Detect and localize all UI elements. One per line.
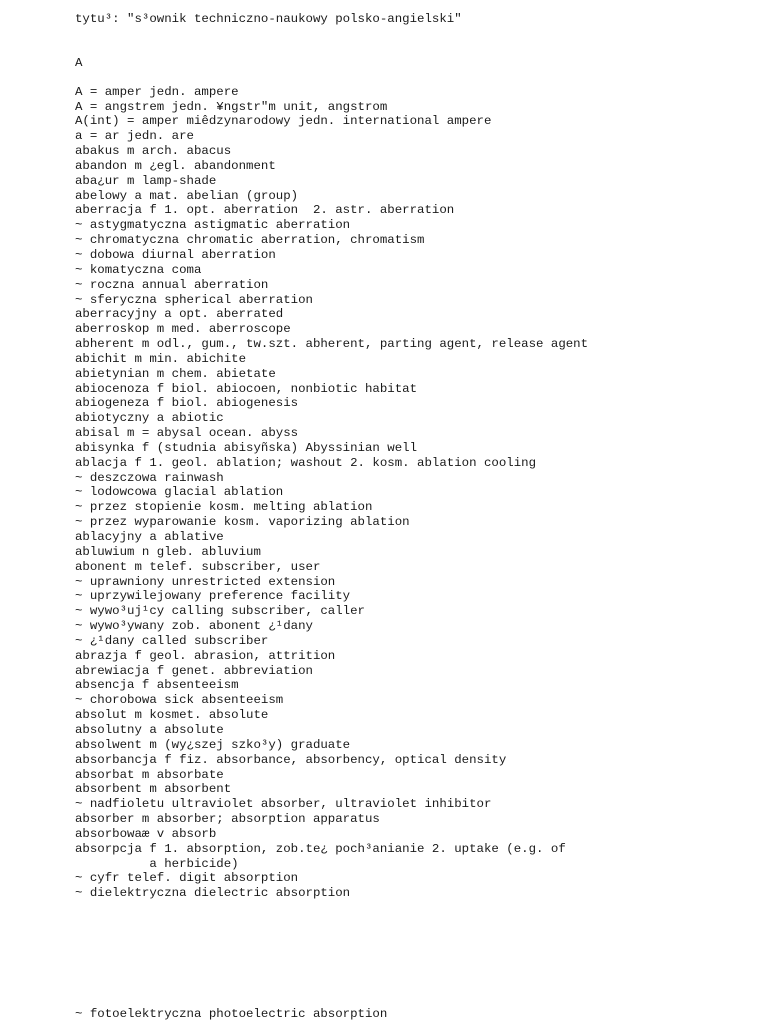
- dictionary-entry: ~ sferyczna spherical aberration: [75, 292, 313, 307]
- dictionary-entry: ~ przez wyparowanie kosm. vaporizing ablation: [75, 515, 410, 530]
- dictionary-entry: A = amper jedn. ampere: [75, 84, 239, 99]
- dictionary-entry: absorbat m absorbate: [75, 767, 224, 782]
- dictionary-entry: abandon m ¿egl. abandonment: [75, 158, 276, 173]
- dictionary-entry: absolwent m (wy¿szej szko³y) graduate: [75, 737, 351, 752]
- dictionary-entry: ~ ¿¹dany called subscriber: [75, 633, 269, 648]
- dictionary-entry: abrazja f geol. abrasion, attrition: [75, 648, 336, 663]
- dictionary-entry: ablacja f 1. geol. ablation; washout 2. kosm. ablation cooling: [75, 455, 537, 470]
- dictionary-entry: absolutny a absolute: [75, 722, 224, 737]
- dictionary-entry: abisal m = abysal ocean. abyss: [75, 426, 299, 441]
- dictionary-entry: ~ uprawniony unrestricted extension: [75, 574, 336, 589]
- dictionary-entry: ~ nadfioletu ultraviolet absorber, ultraviolet inhibitor: [75, 797, 492, 812]
- dictionary-entry: ~ wywo³uj¹cy calling subscriber, caller: [75, 604, 365, 619]
- dictionary-entry: a herbicide): [75, 856, 239, 871]
- dictionary-entry: absorbowaæ v absorb: [75, 826, 217, 841]
- dictionary-entry: aberracyjny a opt. aberrated: [75, 307, 284, 322]
- entry-list: [75, 85, 755, 901]
- dictionary-entry: ~ komatyczna coma: [75, 262, 202, 277]
- dictionary-entry: ~ uprzywilejowany preference facility: [75, 589, 351, 604]
- dictionary-entry: ~ roczna annual aberration: [75, 277, 269, 292]
- dictionary-entry: ~ dielektryczna dielectric absorption: [75, 886, 351, 901]
- section-letter: A: [75, 55, 83, 70]
- dictionary-entry: ~ lodowcowa glacial ablation: [75, 485, 284, 500]
- dictionary-entry: abrewiacja f genet. abbreviation: [75, 663, 313, 678]
- dictionary-entry: abiotyczny a abiotic: [75, 411, 224, 426]
- dictionary-entry: aberracja f 1. opt. aberration 2. astr. aberration: [75, 203, 455, 218]
- dictionary-entry: absorpcja f 1. absorption, zob.te¿ poch³anianie 2. uptake (e.g. of: [75, 841, 566, 856]
- dictionary-entry: a = ar jedn. are: [75, 129, 194, 144]
- dictionary-entry: abakus m arch. abacus: [75, 144, 232, 159]
- dictionary-entry: ~ chromatyczna chromatic aberration, chromatism: [75, 233, 425, 248]
- dictionary-entry: ~ chorobowa sick absenteeism: [75, 693, 284, 708]
- dictionary-entry: ablacyjny a ablative: [75, 530, 224, 544]
- dictionary-entry: ~ deszczowa rainwash: [75, 470, 224, 485]
- dictionary-entry: ~ przez stopienie kosm. melting ablation: [75, 500, 373, 515]
- dictionary-entry: aberroskop m med. aberroscope: [75, 322, 291, 337]
- dictionary-entry: abietynian m chem. abietate: [75, 366, 276, 381]
- dictionary-entry: A(int) = amper miêdzynarodowy jedn. international ampere: [75, 114, 492, 129]
- dictionary-entry: abluwium n gleb. abluvium: [75, 544, 261, 559]
- dictionary-entry: abelowy a mat. abelian (group): [75, 188, 299, 203]
- dictionary-entry: ~ wywo³ywany zob. abonent ¿¹dany: [75, 619, 313, 634]
- document-page: [75, 12, 755, 901]
- dictionary-entry: ~ dobowa diurnal aberration: [75, 247, 276, 262]
- dictionary-entry: absorbancja f fiz. absorbance, absorbency, optical density: [75, 752, 507, 767]
- dictionary-entry: aba¿ur m lamp-shade: [75, 173, 217, 188]
- dictionary-entry: absorber m absorber; absorption apparatus: [75, 812, 380, 827]
- dictionary-entry: abiogeneza f biol. abiogenesis: [75, 396, 299, 411]
- dictionary-entry: absolut m kosmet. absolute: [75, 708, 269, 723]
- dictionary-entry: abisynka f (studnia abisyñska) Abyssinian well: [75, 440, 418, 455]
- dictionary-entry: abonent m telef. subscriber, user: [75, 559, 321, 574]
- footer-entry: ~ fotoelektryczna photoelectric absorption: [75, 1007, 388, 1021]
- dictionary-entry: A = angstrem jedn. ¥ngstr"m unit, angstrom: [75, 99, 388, 114]
- dictionary-entry: ~ cyfr telef. digit absorption: [75, 871, 299, 886]
- dictionary-entry: ~ astygmatyczna astigmatic aberration: [75, 218, 351, 233]
- dictionary-entry: absorbent m absorbent: [75, 782, 232, 797]
- dictionary-entry: absencja f absenteeism: [75, 678, 239, 693]
- dictionary-entry: abichit m min. abichite: [75, 351, 247, 366]
- document-title: tytu³: "s³ownik techniczno-naukowy polsko-angielski": [75, 12, 462, 26]
- dictionary-entry: abherent m odl., gum., tw.szt. abherent, parting agent, release agent: [75, 337, 589, 352]
- dictionary-entry: abiocenoza f biol. abiocoen, nonbiotic habitat: [75, 381, 418, 396]
